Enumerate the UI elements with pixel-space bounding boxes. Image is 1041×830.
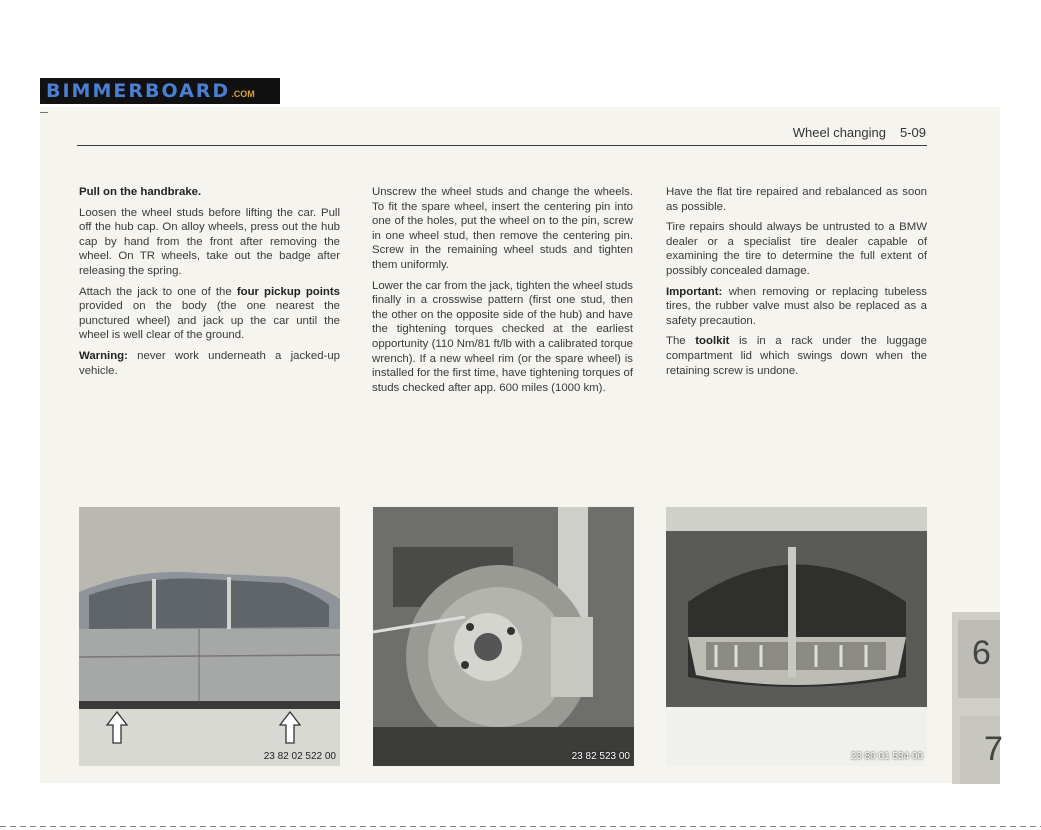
figure-wheel-hub	[373, 507, 634, 766]
figure-number-2: 23 82 523 00	[571, 751, 630, 762]
handbrake-instruction: Pull on the handbrake.	[79, 186, 202, 198]
bottom-dashed-border	[0, 826, 1041, 827]
jack-paragraph: Attach the jack to one of the four pickup points provided on the body (the one nearest the punctured wheel) and jack up the car until the wheel is well clear of the ground.	[79, 285, 340, 342]
figure-toolkit	[666, 507, 927, 766]
text-column-3	[666, 185, 927, 384]
warning-paragraph: Warning: never work underneath a jacked-up vehicle.	[79, 349, 340, 377]
unscrew-paragraph: Unscrew the wheel studs and change the wheels. To fit the spare wheel, insert the centering pin into one of the holes, put the wheel on to the pin, screw in one wheel stud, then remove the centering pin. Screw in the remaining wheel studs and tighten them uniformly.	[372, 186, 633, 271]
loosen-studs-paragraph: Loosen the wheel studs before lifting the car. Pull off the hub cap. On alloy wheels, press out the hub cap by hand from the front after removing the wheel. On TR wheels, take out the badge after releasing the spring.	[79, 206, 340, 277]
important-paragraph: Important: when removing or replacing tubeless tires, the rubber valve must also be replaced as a safety precaution.	[666, 285, 927, 327]
logo-text: BIMMERBOARD	[46, 80, 231, 102]
section-tab-7: 7	[960, 716, 1000, 784]
text-column-1	[79, 185, 340, 384]
toolkit-paragraph: The toolkit is in a rack under the luggage compartment lid which swings down when the retaining screw is undone.	[666, 335, 928, 377]
logo-suffix: .COM	[231, 89, 255, 99]
header-rule	[77, 145, 927, 146]
figure-number-1: 23 82 02 522 00	[263, 751, 336, 762]
bimmerboard-logo	[40, 78, 280, 104]
page-mark	[40, 112, 48, 113]
text-column-2	[372, 185, 633, 401]
page-number: 5-09	[899, 125, 926, 140]
repair-paragraph: Have the flat tire repaired and rebalanced as soon as possible.	[666, 186, 927, 213]
dealer-paragraph: Tire repairs should always be untrusted to a BMW dealer or a specialist tire dealer capable of examining the tire to determine the full extent of possibly concealed damage.	[666, 221, 927, 277]
lower-car-paragraph: Lower the car from the jack, tighten the wheel studs finally in a crosswise pattern (first one stud, then the other on the opposite side of the hub) and have the tightening torques checked at the earliest opportunity (110 Nm/81 ft/lb with a calibrated torque wrench). If a new wheel rim (or the spare wheel) is installed for the first time, have tightening torques of studs checked after app. 600 miles (1000 km).	[372, 279, 633, 394]
figure-number-3: 23 80 01 534 00	[850, 751, 923, 762]
running-head	[760, 125, 926, 140]
figure-car-jack-points	[79, 507, 340, 766]
section-tab-6: 6	[958, 620, 1000, 698]
section-title: Wheel changing	[792, 125, 886, 140]
